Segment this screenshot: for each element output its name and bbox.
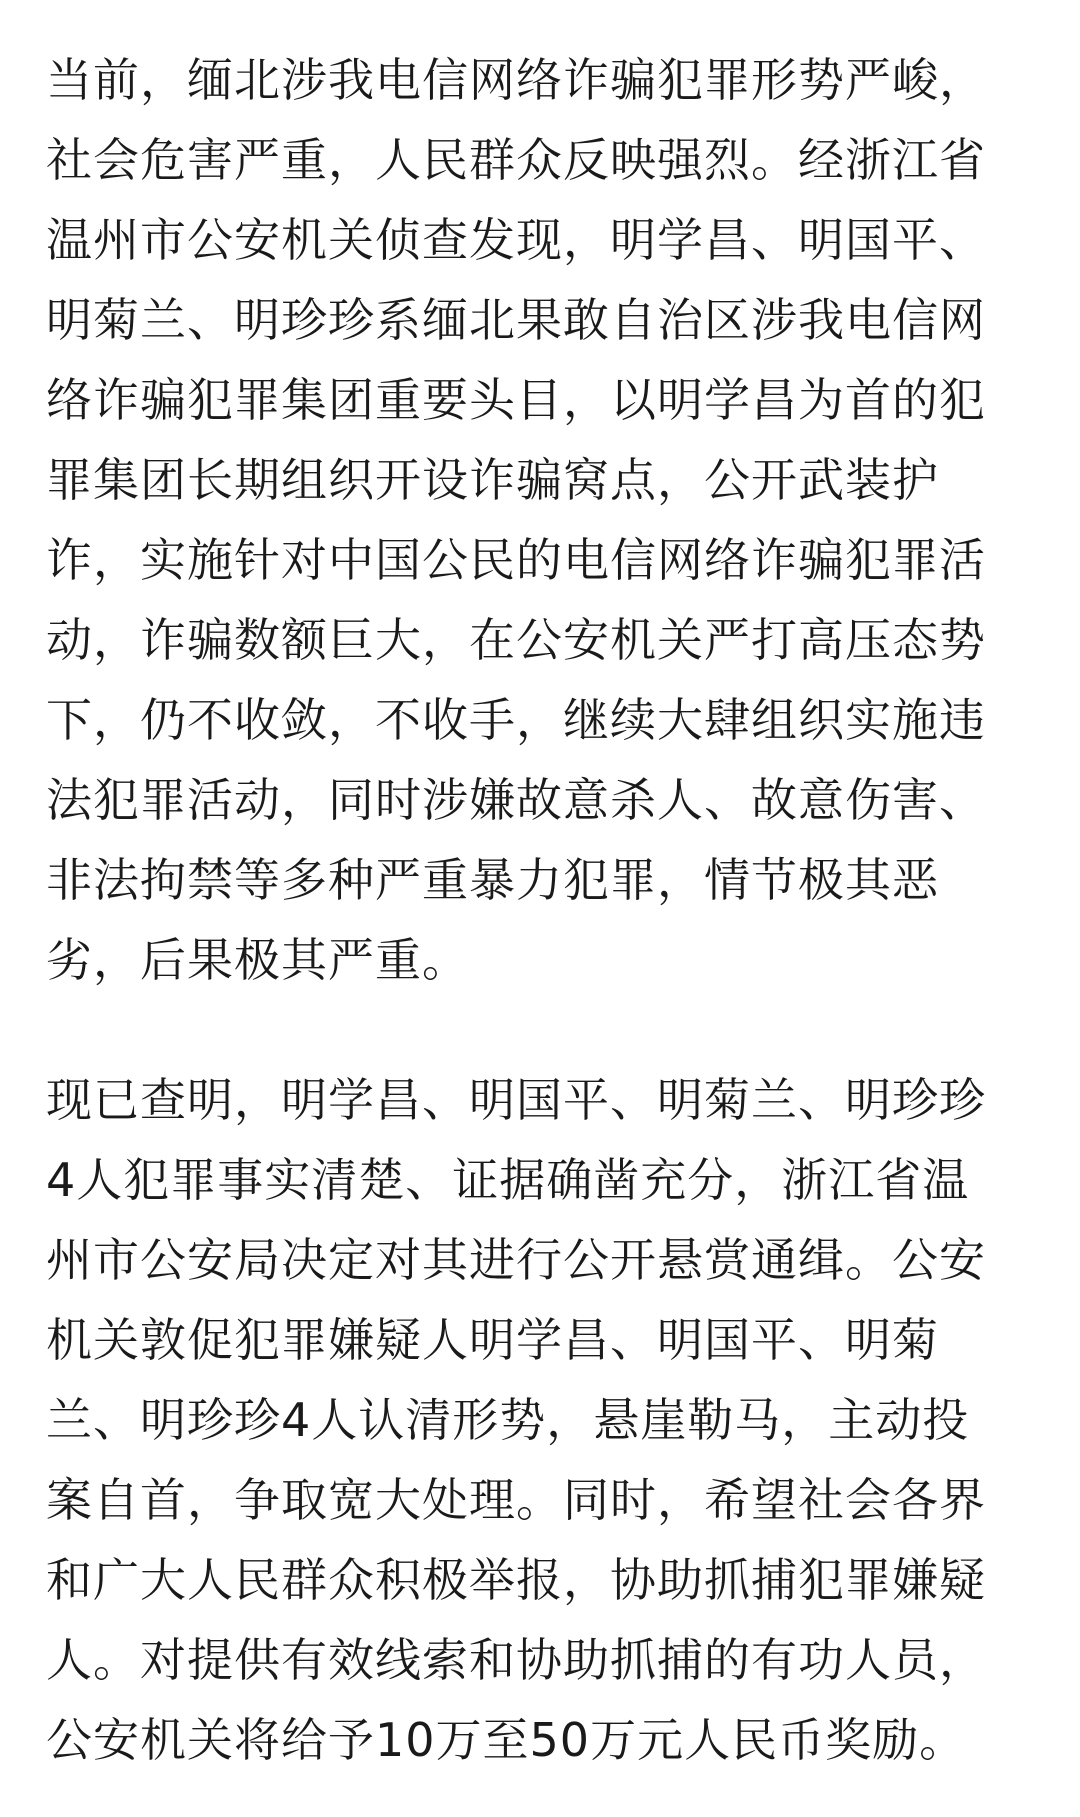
text-line: 机关敦促犯罪嫌疑人明学昌、明国平、明菊 xyxy=(46,1313,939,1367)
text-line: 社会危害严重，人民群众反映强烈。经浙江省 xyxy=(46,133,986,187)
text-line: 络诈骗犯罪集团重要头目，以明学昌为首的犯 xyxy=(46,373,986,427)
text-line: 劣，后果极其严重。 xyxy=(46,933,469,987)
text-line: 州市公安局决定对其进行公开悬赏通缉。公安 xyxy=(46,1233,986,1287)
text-line: 兰、明珍珍4人认清形势，悬崖勒马，主动投 xyxy=(46,1393,970,1447)
text-line: 现已查明，明学昌、明国平、明菊兰、明珍珍 xyxy=(46,1073,986,1127)
text-line: 案自首，争取宽大处理。同时，希望社会各界 xyxy=(46,1473,986,1527)
text-line: 和广大人民群众积极举报，协助抓捕犯罪嫌疑 xyxy=(46,1553,986,1607)
text-line: 罪集团长期组织开设诈骗窝点，公开武装护 xyxy=(46,453,939,507)
paragraph-2 xyxy=(46,1060,1034,1780)
text-line: 明菊兰、明珍珍系缅北果敢自治区涉我电信网 xyxy=(46,293,986,347)
paragraph-1 xyxy=(46,40,1034,1000)
text-line: 公安机关将给予10万至50万元人民币奖励。 xyxy=(46,1713,967,1767)
text-line: 法犯罪活动，同时涉嫌故意杀人、故意伤害、 xyxy=(46,773,986,827)
text-line: 动，诈骗数额巨大，在公安机关严打高压态势 xyxy=(46,613,986,667)
text-line: 诈，实施针对中国公民的电信网络诈骗犯罪活 xyxy=(46,533,986,587)
text-line: 非法拘禁等多种严重暴力犯罪，情节极其恶 xyxy=(46,853,939,907)
text-line: 人。对提供有效线索和协助抓捕的有功人员， xyxy=(46,1633,986,1687)
text-line: 当前，缅北涉我电信网络诈骗犯罪形势严峻， xyxy=(46,53,986,107)
text-line: 下，仍不收敛，不收手，继续大肆组织实施违 xyxy=(46,693,986,747)
text-line: 温州市公安机关侦查发现，明学昌、明国平、 xyxy=(46,213,986,267)
text-line: 4人犯罪事实清楚、证据确凿充分，浙江省温 xyxy=(46,1153,970,1207)
